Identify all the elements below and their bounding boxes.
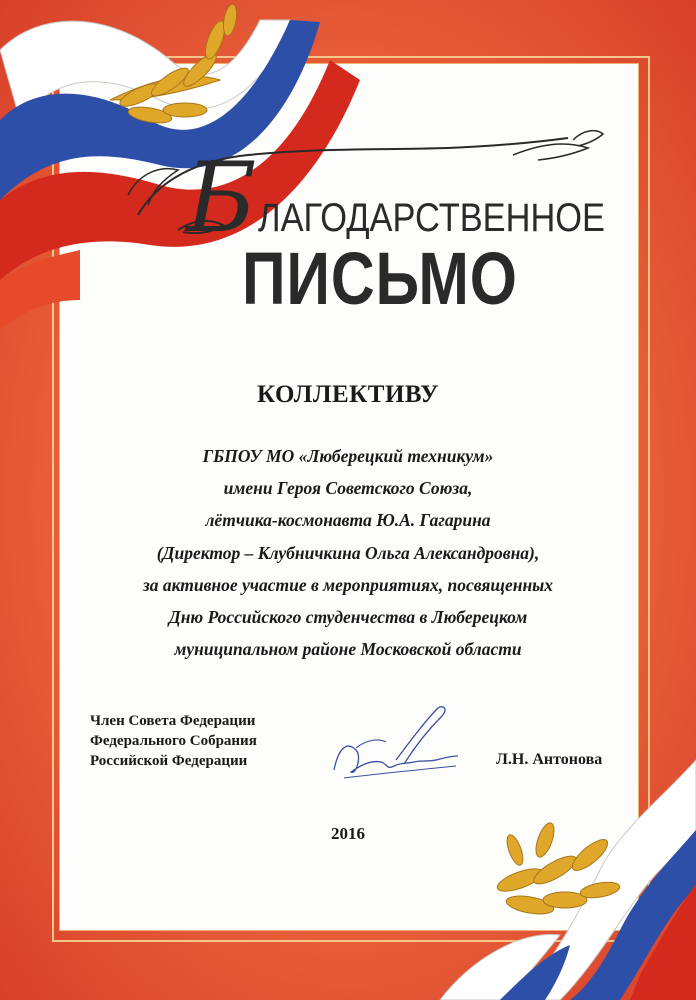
body-line: имени Героя Советского Союза, bbox=[223, 478, 473, 499]
handwritten-signature bbox=[326, 700, 476, 790]
body-line: ГБПОУ МО «Люберецкий техникум» bbox=[202, 446, 494, 466]
recipient-heading: КОЛЛЕКТИВУ bbox=[257, 381, 439, 408]
body-line: (Директор – Клубничкина Ольга Александровна), bbox=[156, 542, 540, 563]
signer-position-line: Член Совета Федерации bbox=[90, 713, 256, 729]
body-text bbox=[100, 440, 596, 665]
body-line: лётчика-космонавта Ю.А. Гагарина bbox=[205, 510, 491, 531]
document-year: 2016 bbox=[331, 824, 365, 843]
title-line-2: ПИСЬМО bbox=[242, 237, 518, 320]
body-line: Дню Российского студенчества в Люберецком bbox=[168, 607, 528, 628]
flag-ribbon-bottom-right bbox=[440, 760, 696, 1000]
signer-position-line: Федерального Собрания bbox=[90, 733, 257, 749]
title-initial-letter: Б bbox=[186, 142, 257, 254]
body-line: за активное участие в мероприятиях, посвященных bbox=[142, 574, 554, 595]
signer-position-line: Российской Федерации bbox=[90, 753, 248, 769]
title-line-1: ЛАГОДАРСТВЕННОЕ bbox=[258, 196, 606, 240]
signer-position bbox=[90, 711, 257, 771]
signer-name: Л.Н. Антонова bbox=[496, 751, 603, 768]
body-line: муниципальном районе Московской области bbox=[174, 639, 522, 660]
